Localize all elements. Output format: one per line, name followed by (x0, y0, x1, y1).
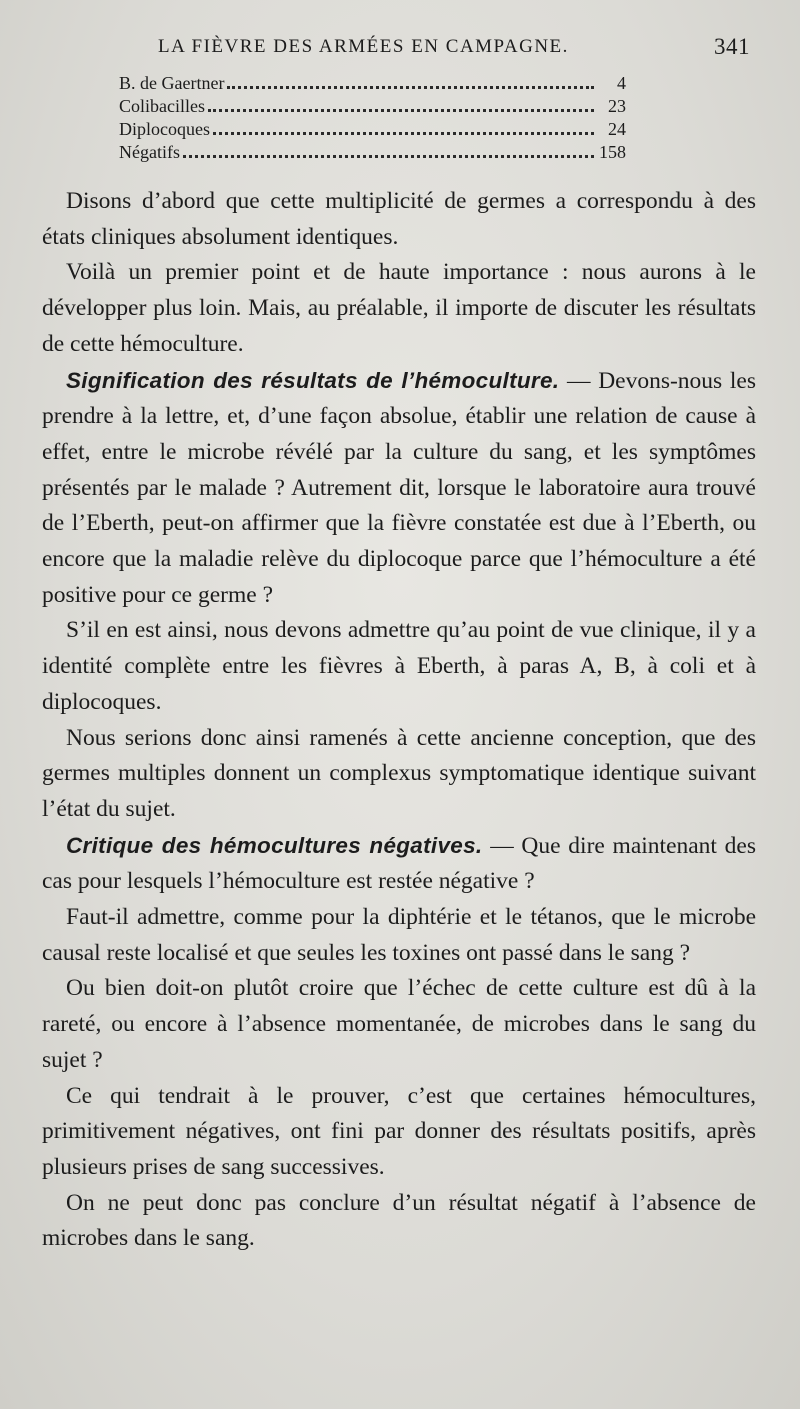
stats-list (119, 72, 626, 164)
paragraph-text: Faut-il admettre, comme pour la diphtérie et le tétanos, que le microbe causal reste localisé et que seules les toxines ont passé dans le sang ? (42, 904, 756, 966)
paragraph (42, 971, 756, 1078)
paragraph-text: — Devons-nous les prendre à la lettre, et, d’une façon absolue, établir une relation de cause à effet, entre le microbe révélé par la culture du sang, et les symptômes présentés par le malade ? Autrement dit, lorsque le laboratoire aura trouvé de l’Eberth, peut-on affirmer que la fièvre constatée est due à l’Eberth, ou encore que la maladie relève du diplocoque parce que l’hémoculture a été positive pour ce germe ? (42, 367, 756, 608)
dot-leader (213, 132, 594, 135)
body-text (42, 184, 756, 1257)
section-heading: Signification des résultats de l’hémoculture. (66, 367, 560, 393)
paragraph (42, 828, 756, 900)
stat-label: Diplocoques (119, 119, 210, 139)
paragraph (42, 613, 756, 720)
paragraph (42, 1079, 756, 1186)
paragraph (42, 1186, 756, 1257)
paragraph-text: Disons d’abord que cette multiplicité de germes a correspondu à des états cliniques absolument identiques. (42, 188, 756, 250)
stat-row (119, 118, 626, 141)
paragraph-text: Voilà un premier point et de haute importance : nous aurons à le développer plus loin. Mais, au préalable, il importe de discuter les résultats de cette hémoculture. (42, 259, 756, 357)
paragraph (42, 363, 756, 614)
stat-row (119, 95, 626, 118)
section-heading: Critique des hémocultures négatives. (66, 832, 483, 858)
paragraph-text: Ce qui tendrait à le prouver, c’est que certaines hémocultures, primitivement négatives, ont fini par donner des résultats positifs, après plusieurs prises de sang successives. (42, 1082, 756, 1180)
stat-row (119, 141, 626, 164)
paragraph (42, 721, 756, 828)
stat-value: 23 (608, 96, 626, 116)
dot-leader (208, 109, 594, 112)
stat-value: 158 (599, 142, 626, 162)
stat-label: B. de Gaertner (119, 73, 225, 93)
paragraph-text: Nous serions donc ainsi ramenés à cette ancienne conception, que des germes multiples donnent un complexus symptomatique identique suivant l’état du sujet. (42, 724, 756, 822)
stat-row (119, 72, 626, 95)
paragraph (42, 255, 756, 362)
stat-value: 24 (608, 119, 626, 139)
running-head (42, 34, 756, 68)
paragraph (42, 900, 756, 971)
dot-leader (183, 155, 594, 158)
dot-leader (227, 86, 594, 89)
paragraph-text: — Que dire maintenant des cas pour lesquels l’hémoculture est restée négative ? (42, 832, 757, 895)
paragraph-text: S’il en est ainsi, nous devons admettre qu’au point de vue clinique, il y a identité complète entre les fièvres à Eberth, à paras A, B, à coli et à diplocoques. (42, 617, 756, 715)
page-number: 341 (714, 34, 750, 59)
stat-value: 4 (617, 73, 626, 93)
running-title: LA FIÈVRE DES ARMÉES EN CAMPAGNE. (158, 36, 569, 57)
paragraph (42, 184, 756, 255)
stat-label: Colibacilles (119, 96, 205, 116)
paragraph-text: On ne peut donc pas conclure d’un résultat négatif à l’absence de microbes dans le sang. (42, 1189, 756, 1252)
stat-label: Négatifs (119, 142, 180, 162)
paragraph-text: Ou bien doit-on plutôt croire que l’échec de cette culture est dû à la rareté, ou encore à l’absence momentanée, de microbes dans le sang du sujet ? (42, 975, 756, 1073)
